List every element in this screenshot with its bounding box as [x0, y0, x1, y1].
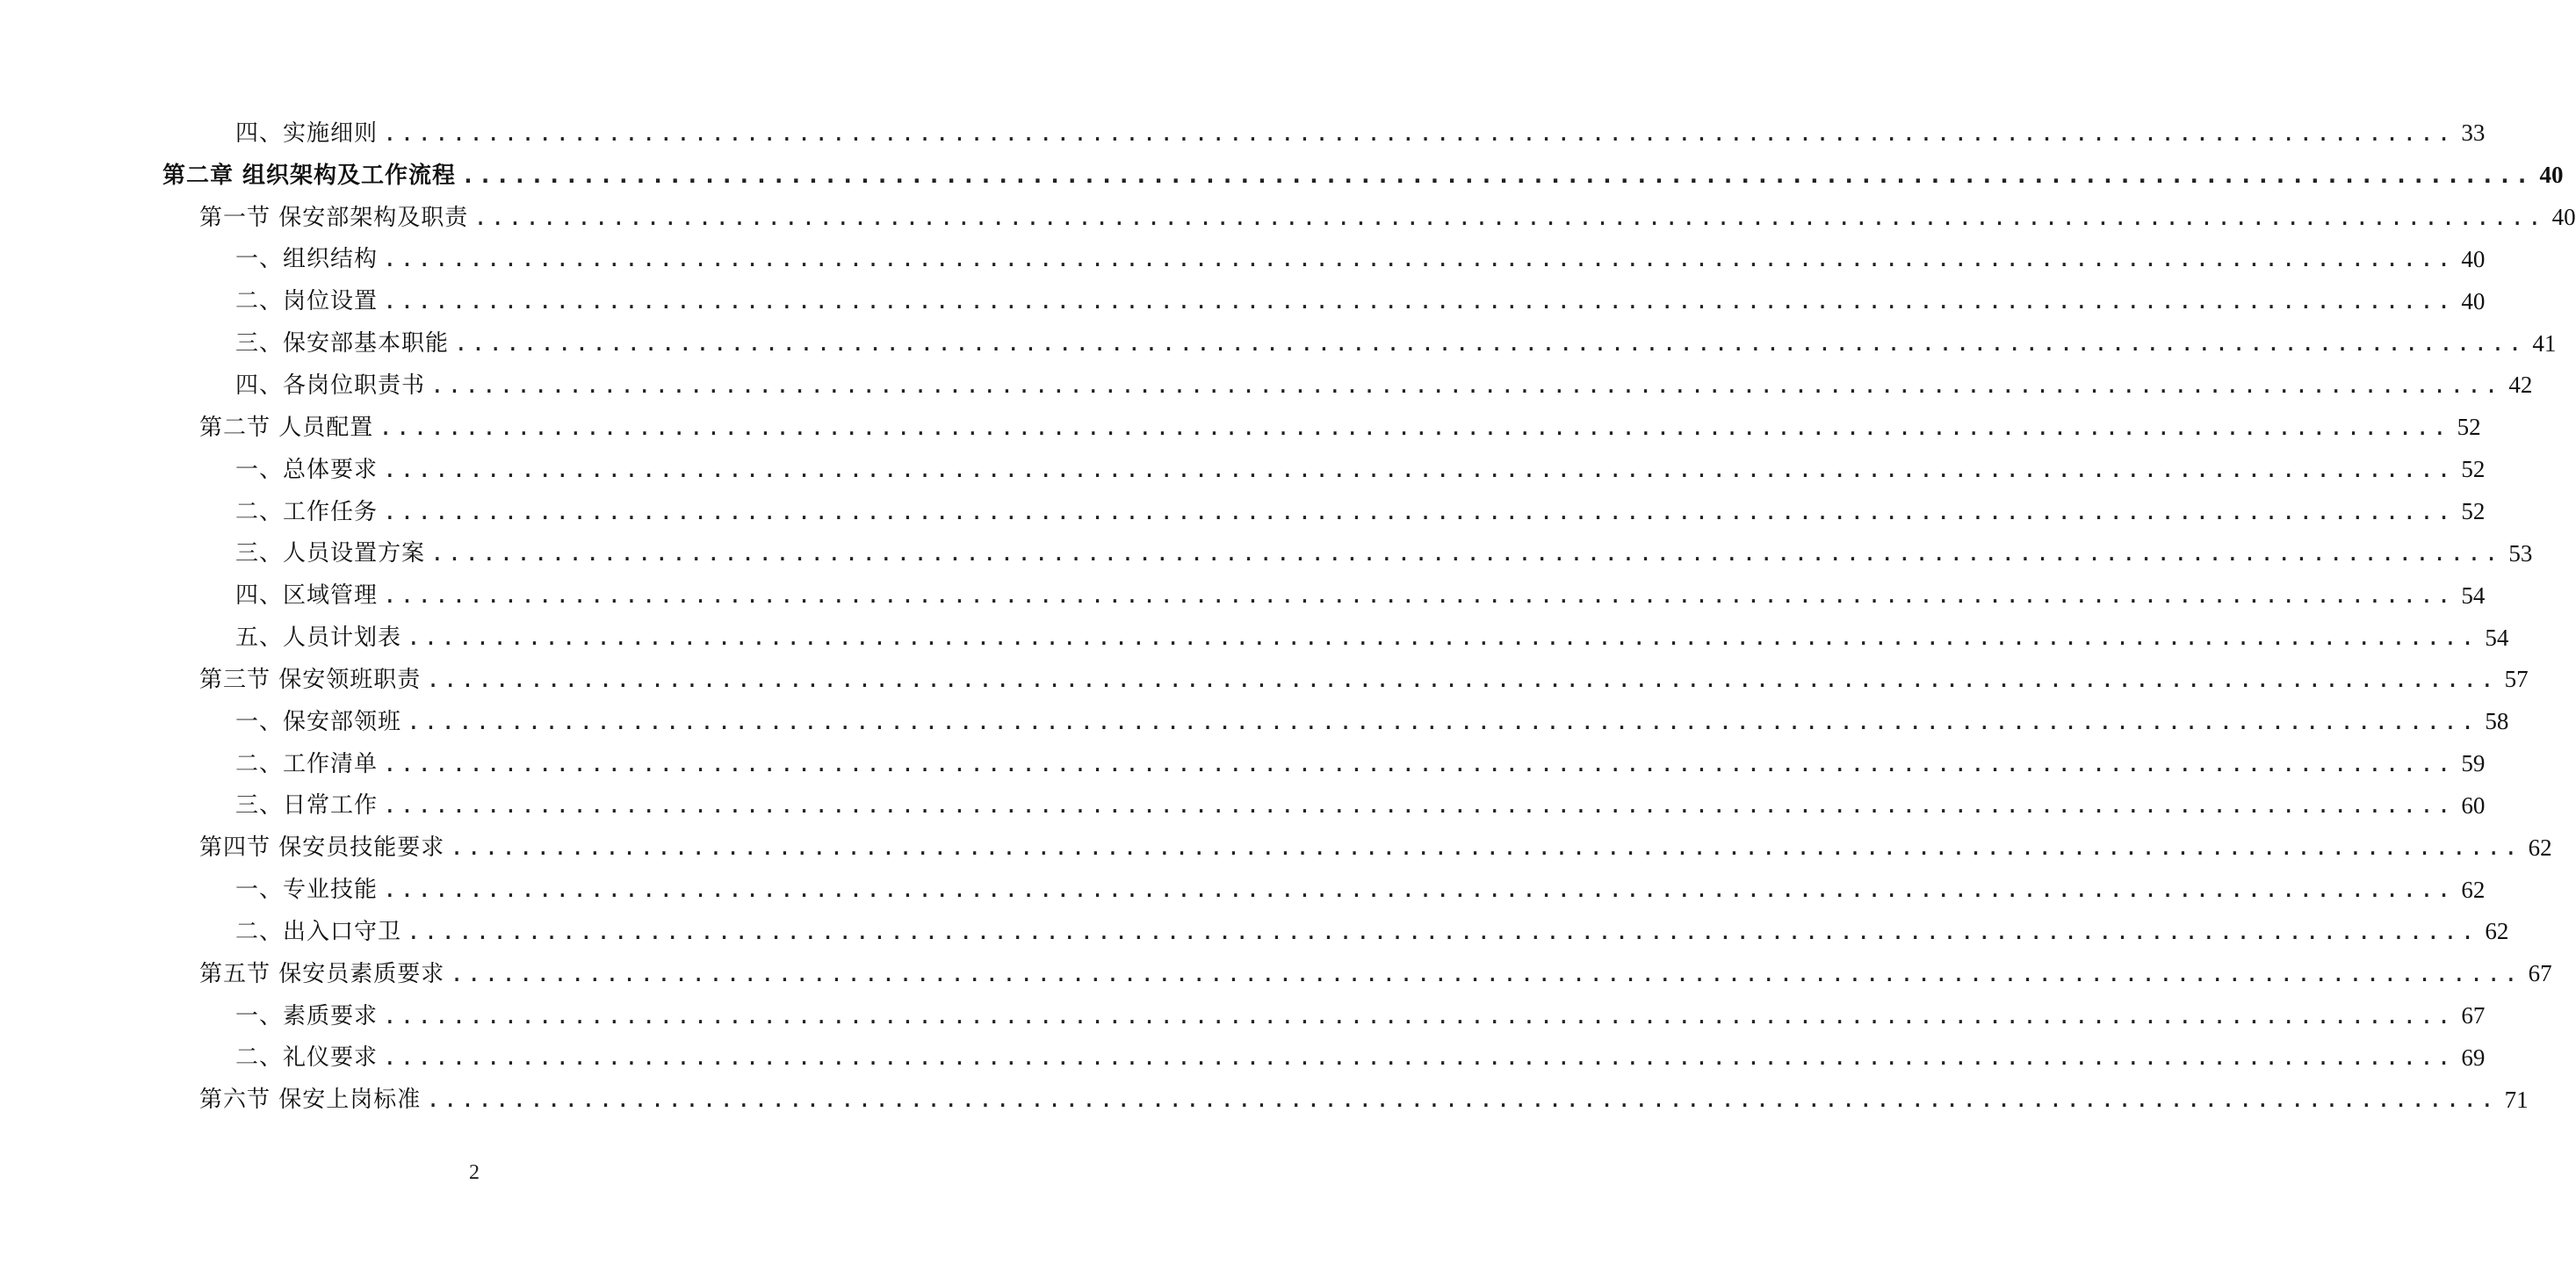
toc-page-number: 52: [2461, 456, 2486, 483]
dot-leader: ........................................................................................................................: [383, 246, 2455, 273]
page-number: 2: [469, 1161, 480, 1184]
toc-entry-title: 一、素质要求: [235, 1002, 379, 1029]
toc-entry-title: 第二章 组织架构及工作流程: [162, 162, 457, 189]
toc-page-number: 60: [2461, 791, 2486, 819]
dot-leader: ........................................................................................................................: [461, 162, 2533, 189]
toc-page-number: 62: [2485, 918, 2509, 945]
dot-leader: ........................................................................................................................: [383, 792, 2455, 820]
toc-entry-title: 四、各岗位职责书: [235, 372, 426, 399]
toc-entry-title: 三、日常工作: [235, 792, 379, 820]
toc-item-entry: [0, 532, 2533, 574]
toc-item-entry: [0, 869, 2486, 911]
toc-section-entry: [0, 1079, 2529, 1121]
toc-entry-title: 二、工作任务: [235, 498, 379, 525]
toc-entry-title: 第三节 保安领班职责: [199, 666, 422, 693]
dot-leader: ........................................................................................................................: [426, 666, 2498, 693]
dot-leader: ........................................................................................................................: [407, 625, 2479, 652]
dot-leader: ........................................................................................................................: [383, 119, 2455, 147]
dot-leader: ........................................................................................................................: [450, 834, 2522, 862]
toc-page-number: 40: [2461, 245, 2486, 272]
toc-page-number: 40: [2551, 204, 2576, 231]
toc-item-entry: [0, 911, 2509, 953]
dot-leader: ........................................................................................................................: [454, 330, 2526, 358]
toc-chapter-entry: [0, 155, 2564, 197]
dot-leader: ........................................................................................................................: [379, 414, 2450, 441]
dot-leader: ........................................................................................................................: [407, 708, 2479, 735]
dot-leader: ........................................................................................................................: [383, 1044, 2455, 1072]
toc-page-number: 54: [2485, 624, 2509, 651]
toc-section-entry: [0, 407, 2481, 449]
toc-item-entry: [0, 785, 2486, 827]
dot-leader: ........................................................................................................................: [383, 877, 2455, 904]
toc-entry-title: 五、人员计划表: [235, 625, 402, 652]
dot-leader: ........................................................................................................................: [473, 204, 2545, 231]
toc-page-number: 53: [2508, 539, 2533, 567]
table-of-contents: [0, 112, 2576, 1121]
toc-entry-title: 第四节 保安员技能要求: [199, 834, 445, 862]
toc-section-entry: [0, 827, 2552, 869]
toc-entry-title: 一、专业技能: [235, 877, 379, 904]
toc-page-number: 40: [2461, 287, 2486, 314]
toc-page-number: 42: [2508, 372, 2533, 399]
toc-page-number: 52: [2461, 498, 2486, 525]
toc-page-number: 59: [2461, 750, 2486, 777]
toc-item-entry: [0, 322, 2557, 365]
toc-page-number: 67: [2528, 960, 2552, 987]
toc-entry-title: 四、区域管理: [235, 582, 379, 610]
toc-entry-title: 二、工作清单: [235, 750, 379, 777]
toc-page-number: 58: [2485, 708, 2509, 735]
toc-entry-title: 二、岗位设置: [235, 288, 379, 315]
toc-item-entry: [0, 574, 2486, 617]
toc-entry-title: 第一节 保安部架构及职责: [199, 204, 469, 231]
toc-page-number: 40: [2539, 162, 2564, 189]
toc-page-number: 57: [2504, 666, 2529, 693]
dot-leader: ........................................................................................................................: [383, 288, 2455, 315]
toc-page-number: 33: [2461, 119, 2486, 147]
dot-leader: ........................................................................................................................: [383, 750, 2455, 777]
toc-item-entry: [0, 280, 2486, 322]
toc-page-number: 41: [2532, 329, 2557, 357]
toc-entry-title: 一、组织结构: [235, 246, 379, 273]
toc-item-entry: [0, 1037, 2486, 1080]
toc-page-number: 62: [2461, 876, 2486, 903]
dot-leader: ........................................................................................................................: [450, 960, 2522, 987]
dot-leader: ........................................................................................................................: [383, 582, 2455, 610]
toc-entry-title: 一、总体要求: [235, 456, 379, 483]
dot-leader: ........................................................................................................................: [383, 456, 2455, 483]
toc-entry-title: 一、保安部领班: [235, 708, 402, 735]
toc-page-number: 69: [2461, 1044, 2486, 1071]
toc-entry-title: 三、人员设置方案: [235, 540, 426, 567]
toc-section-entry: [0, 659, 2529, 701]
toc-entry-title: 三、保安部基本职能: [235, 330, 450, 358]
toc-page-number: 62: [2528, 834, 2552, 861]
toc-entry-title: 二、礼仪要求: [235, 1044, 379, 1072]
toc-item-entry: [0, 112, 2486, 155]
toc-item-entry: [0, 491, 2486, 533]
toc-entry-title: 第六节 保安上岗标准: [199, 1087, 422, 1114]
dot-leader: ........................................................................................................................: [383, 498, 2455, 525]
toc-page-number: 54: [2461, 581, 2486, 609]
toc-section-entry: [0, 197, 2576, 239]
toc-entry-title: 二、出入口守卫: [235, 918, 402, 945]
toc-page-number: 52: [2457, 414, 2481, 441]
toc-item-entry: [0, 701, 2509, 743]
dot-leader: ........................................................................................................................: [430, 540, 2502, 567]
dot-leader: ........................................................................................................................: [426, 1087, 2498, 1114]
toc-page-number: 71: [2504, 1086, 2529, 1113]
toc-section-entry: [0, 953, 2552, 995]
toc-item-entry: [0, 617, 2509, 659]
dot-leader: ........................................................................................................................: [430, 372, 2502, 399]
toc-item-entry: [0, 995, 2486, 1037]
toc-page-number: 67: [2461, 1002, 2486, 1029]
toc-entry-title: 四、实施细则: [235, 119, 379, 147]
toc-item-entry: [0, 743, 2486, 785]
toc-entry-title: 第二节 人员配置: [199, 414, 374, 441]
toc-item-entry: [0, 239, 2486, 281]
toc-item-entry: [0, 449, 2486, 491]
dot-leader: ........................................................................................................................: [407, 918, 2479, 945]
dot-leader: ........................................................................................................................: [383, 1002, 2455, 1029]
toc-entry-title: 第五节 保安员素质要求: [199, 960, 445, 987]
toc-item-entry: [0, 365, 2533, 407]
